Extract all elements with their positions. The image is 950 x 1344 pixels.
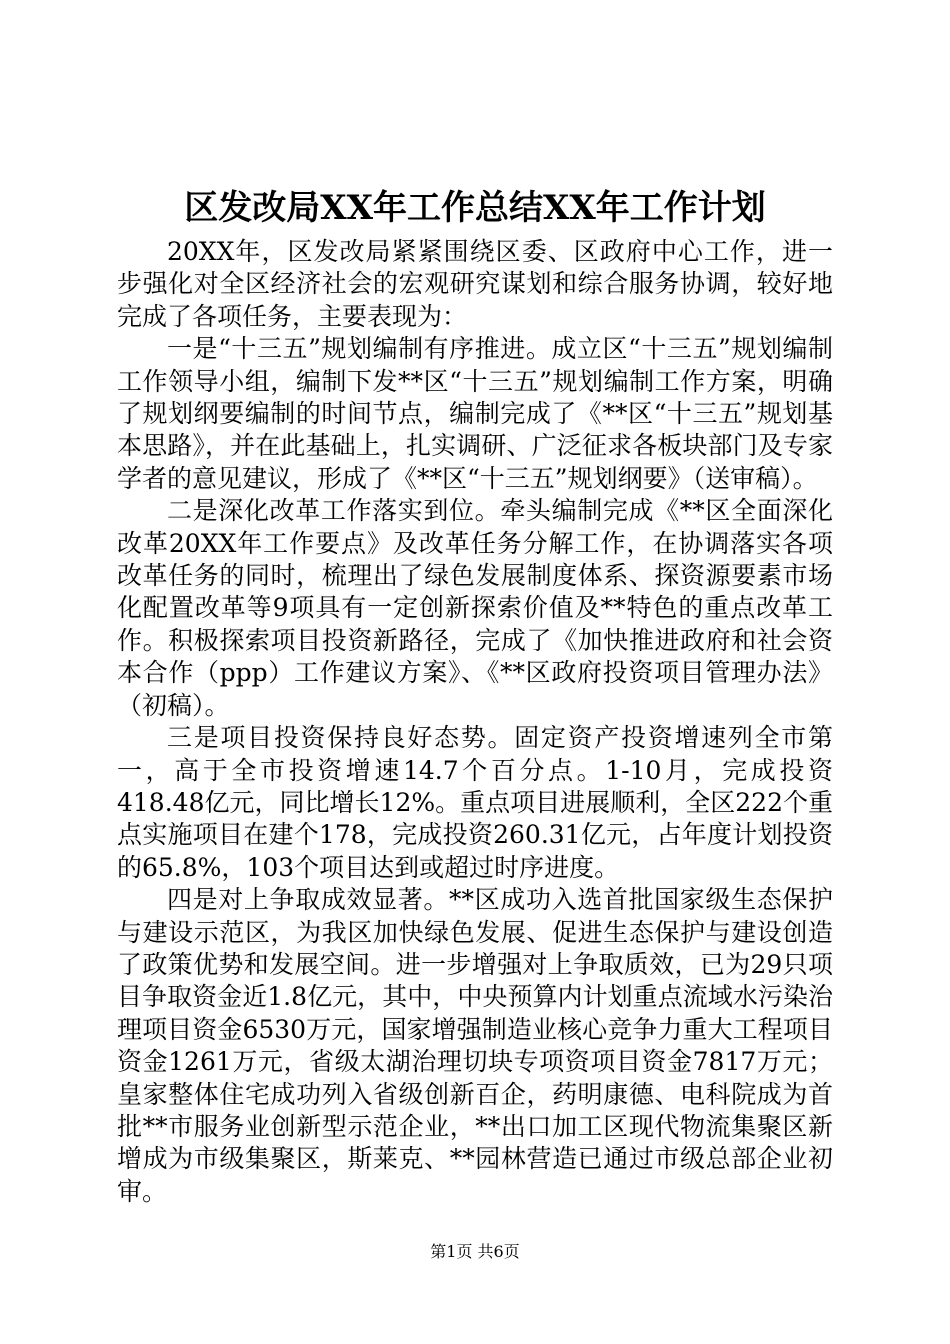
document-body — [117, 236, 833, 1208]
paragraph-funding: 四是对上争取成效显著。**区成功入选首批国家级生态保护与建设示范区，为我区加快绿色发展、促进生态保护与建设创造了政策优势和发展空间。进一步增强对上争取质效，已为29只项目争取资金近1.8亿元，其中，中央预算内计划重点流域水污染治理项目资金6530万元，国家增强制造业核心竞争力重大工程项目资金1261万元，省级太湖治理切块专项资项目资金7817万元；皇家整体住宅成功列入省级创新百企，药明康德、电科院成为首批**市服务业创新型示范企业，**出口加工区现代物流集聚区新增成为市级集聚区，斯莱克、**园林营造已通过市级总部企业初审。 — [117, 885, 833, 1206]
document-title: 区发改局XX年工作总结XX年工作计划 — [184, 188, 766, 228]
paragraph-investment: 三是项目投资保持良好态势。固定资产投资增速列全市第一，高于全市投资增速14.7个百分点。1-10月，完成投资418.48亿元，同比增长12%。重点项目进展顺利，全区222个重点实施项目在建个178，完成投资260.31亿元，占年度计划投资的65.8%，103个项目达到或超过时序进度。 — [117, 723, 833, 882]
paragraph-planning: 一是“十三五”规划编制有序推进。成立区“十三五”规划编制工作领导小组，编制下发**区“十三五”规划编制工作方案，明确了规划纲要编制的时间节点，编制完成了《**区“十三五”规划基本思路》，并在此基础上，扎实调研、广泛征求各板块部门及专家学者的意见建议，形成了《**区“十三五”规划纲要》（送审稿）。 — [117, 334, 833, 493]
paragraph-reform: 二是深化改革工作落实到位。牵头编制完成《**区全面深化改革20XX年工作要点》及改革任务分解工作，在协调落实各项改革任务的同时，梳理出了绿色发展制度体系、探资源要素市场化配置改革等9项具有一定创新探索价值及**特色的重点改革工作。积极探索项目投资新路径，完成了《加快推进政府和社会资本合作（ppp）工作建议方案》、《**区政府投资项目管理办法》（初稿）。 — [117, 496, 833, 720]
paragraph-intro: 20XX年，区发改局紧紧围绕区委、区政府中心工作，进一步强化对全区经济社会的宏观研究谋划和综合服务协调，较好地完成了各项任务，主要表现为： — [117, 237, 833, 331]
page-number-footer: 第1页 共6页 — [430, 1242, 520, 1261]
